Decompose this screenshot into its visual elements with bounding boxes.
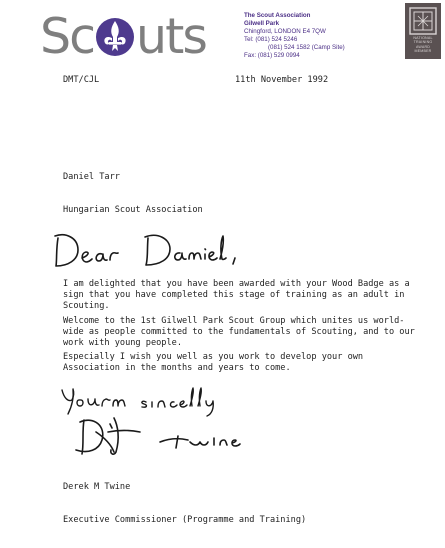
sender-address [244,12,404,60]
recipient-organisation: Hungarian Scout Association [63,205,203,215]
award-emblem-icon [409,7,437,35]
signatory-name: Derek M Twine [63,482,131,492]
paragraph-3: Especially I wish you well as you work to develop your own Association in the months and years to come. [63,352,364,373]
recipient-address [63,150,203,238]
tel-line: Tel: (081) 524 5246 [244,36,298,43]
paragraph-1: I am delighted that you have been awarded with your Wood Badge as a sign that you have completed this stage of training as an adult in Scouting. [63,279,410,311]
site-name: Gilwell Park [244,20,280,27]
fax-line: Fax: (081) 529 0994 [244,52,300,59]
paragraph-2: Welcome to the 1st Gilwell Park Scout Group which unites us world- wide as people committed to the fundamentals of Scouting, and to our work with young people. [63,316,415,348]
scouts-logo: Sc uts [40,8,206,65]
recipient-name: Daniel Tarr [63,172,120,182]
training-award-badge [405,3,441,59]
town-line: Chingford, LONDON E4 7QW [244,28,326,35]
letter-date: 11th November 1992 [235,75,329,85]
reference: DMT/CJL [63,75,100,85]
tel-line-2: (081) 524 1582 (Camp Site) [268,44,345,51]
handwritten-salutation [52,228,242,274]
signature [70,412,245,458]
signatory-title: Executive Commissioner (Programme and Training) [63,515,307,525]
fleur-de-lis-icon [95,15,135,59]
organisation-name: The Scout Association [244,12,311,19]
signatory-block [63,460,306,548]
badge-text: NATIONAL TRAINING AWARD MEMBER [413,36,433,54]
